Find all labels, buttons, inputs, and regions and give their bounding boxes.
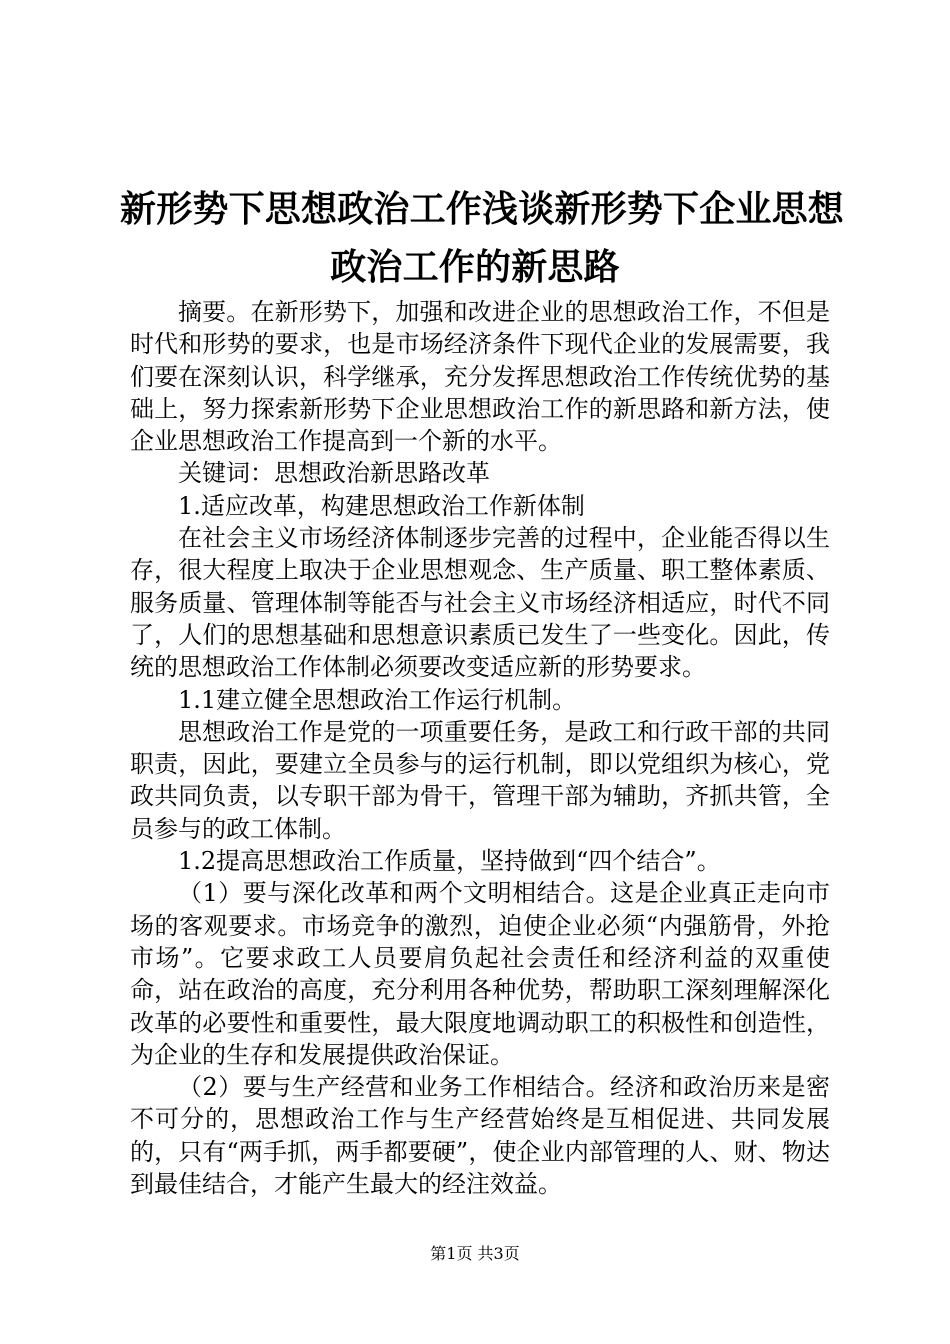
section-heading-1-2: 1.2提高思想政治工作质量，坚持做到“四个结合”。 [178,847,721,876]
body-paragraph: 在社会主义市场经济体制逐步完善的过程中，企业能否得以生存，很大程度上取决于企业思想观念、生产质量、职工整体素质、服务质量、管理体制等能否与社会主义市场经济相适应，时代不同了，人们的思想基础和思想意识素质已发生了一些变化。因此，传统的思想政治工作体制必须要改变适应新的形势要求。 [130,524,830,682]
body-paragraph: （1）要与深化改革和两个文明相结合。这是企业真正走向市场的客观要求。市场竞争的激烈，迫使企业必须“内强筋骨，外抢市场”。它要求政工人员要肩负起社会责任和经济利益的双重使命，站在政治的高度，充分利用各种优势，帮助职工深刻理解深化改革的必要性和重要性，最大限度地调动职工的积极性和创造性，为企业的生存和发展提供政治保证。 [130,879,830,1069]
document-body [130,296,830,1200]
section-heading-1-1: 1.1建立健全思想政治工作运行机制。 [178,685,577,714]
document-title-line-1: 新形势下思想政治工作浅谈新形势下企业思想 [120,189,845,230]
keywords-line: 关键词：思想政治新思路改革 [178,459,490,488]
page-footer: 第1页 共3页 [430,1244,520,1263]
abstract-paragraph: 摘要。在新形势下，加强和改进企业的思想政治工作，不但是时代和形势的要求，也是市场经济条件下现代企业的发展需要，我们要在深刻认识，科学继承，充分发挥思想政治工作传统优势的基础上，努力探索新形势下企业思想政治工作的新思路和新方法，使企业思想政治工作提高到一个新的水平。 [130,298,830,456]
section-heading-1: 1.适应改革，构建思想政治工作新体制 [178,491,585,520]
body-paragraph: 思想政治工作是党的一项重要任务，是政工和行政干部的共同职责，因此，要建立全员参与的运行机制，即以党组织为核心，党政共同负责，以专职干部为骨干，管理干部为辅助，齐抓共管，全员参与的政工体制。 [130,717,830,843]
document-title-line-2: 政治工作的新思路 [330,247,620,288]
body-paragraph: （2）要与生产经营和业务工作相结合。经济和政治历来是密不可分的，思想政治工作与生产经营始终是互相促进、共同发展的，只有“两手抓，两手都要硬”，使企业内部管理的人、财、物达到最佳结合，才能产生最大的经注效益。 [130,1073,830,1199]
